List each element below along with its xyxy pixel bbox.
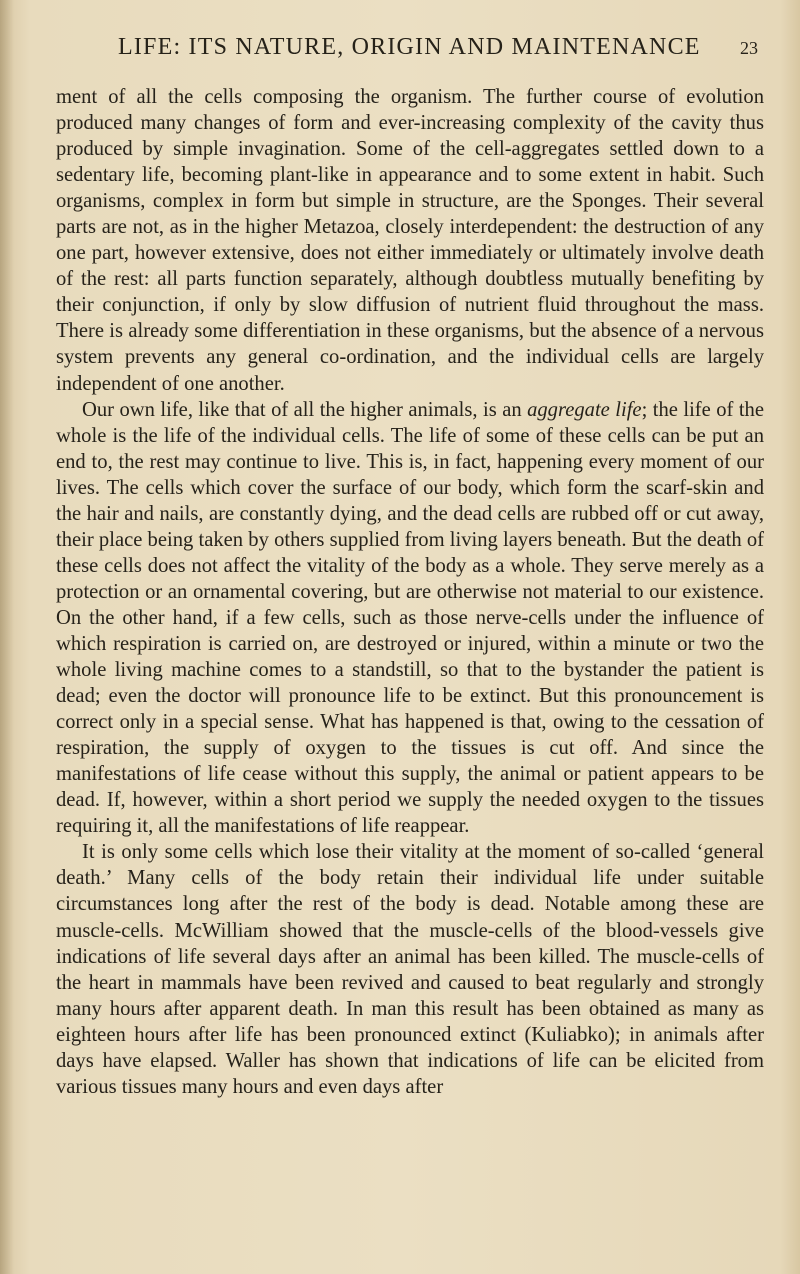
page-number: 23 bbox=[740, 38, 758, 58]
paragraph-text-after: ; the life of the whole is the life of the individual cells. The life of some of these cells can be put an end to, the rest may continue to live. This is, in fact, happening every moment of our lives. The cells which cover the surface of our body, which form the scarf-skin and the hair and nails, are constantly dying, and the dead cells are rubbed off or cut away, their place being taken by others supplied from living layers beneath. But the death of these cells does not affect the vitality of the body as a whole. They serve merely as a protection or an ornamental covering, but are otherwise not material to our existence. On the other hand, if a few cells, such as those nerve-cells under the influence of which respiration is carried on, are destroyed or injured, within a minute or two the whole living machine comes to a standstill, so that to the bystander the patient is dead; even the doctor will pronounce life to be extinct. But this pronouncement is correct only in a special sense. What has happened is that, owing to the cessation of respiration, the supply of oxygen to the tissues is cut off. And since the manifestations of life cease without this supply, the animal or patient appears to be dead. If, however, within a short period we supply the needed oxygen to the tissues requiring it, all the manifestations of life reappear. bbox=[56, 398, 764, 838]
paragraph-general-death: It is only some cells which lose their vitality at the moment of so-called ‘general death.’ Many cells of the body retain their individual life under suitable circumstances long after the rest of the body is dead. Notable among these are muscle-cells. McWilliam showed that the muscle-cells of the blood-vessels give indications of life several days after an animal has been killed. The muscle-cells of the heart in mammals have been revived and caused to beat regularly and strongly many hours after apparent death. In man this result has been obtained as many as eighteen hours after life has been pronounced extinct (Kuliabko); in animals after days have elapsed. Waller has shown that indications of life can be elicited from various tissues many hours and even days after bbox=[56, 841, 764, 1098]
paragraph-aggregate-life bbox=[56, 397, 764, 840]
paragraph-text-before: Our own life, like that of all the higher animals, is an bbox=[82, 398, 528, 421]
body-text bbox=[56, 84, 764, 1100]
running-head bbox=[118, 34, 758, 68]
emphasis-aggregate-life: aggregate life bbox=[527, 398, 642, 421]
paragraph-continued: ment of all the cells composing the organism. The further course of evolution produced many changes of form and ever-increasing complexity of the cavity thus produced by simple invagination. Some of the cell-aggregates settled down to a sedentary life, becoming plant-like in appearance and to some extent in habit. Such organisms, complex in form but simple in structure, are the Sponges. Their several parts are not, as in the higher Metazoa, closely interdependent: the destruction of any one part, however extensive, does not either immediately or ultimately involve death of the rest: all parts function separately, although doubtless mutually benefiting by their conjunction, if only by slow diffusion of nutrient fluid throughout the mass. There is already some differentiation in these organisms, but the absence of a nervous system prevents any general co-ordination, and the individual cells are largely independent of one another. bbox=[56, 86, 764, 395]
running-title: LIFE: ITS NATURE, ORIGIN AND MAINTENANCE bbox=[118, 34, 701, 60]
spine-shadow bbox=[0, 0, 14, 1274]
